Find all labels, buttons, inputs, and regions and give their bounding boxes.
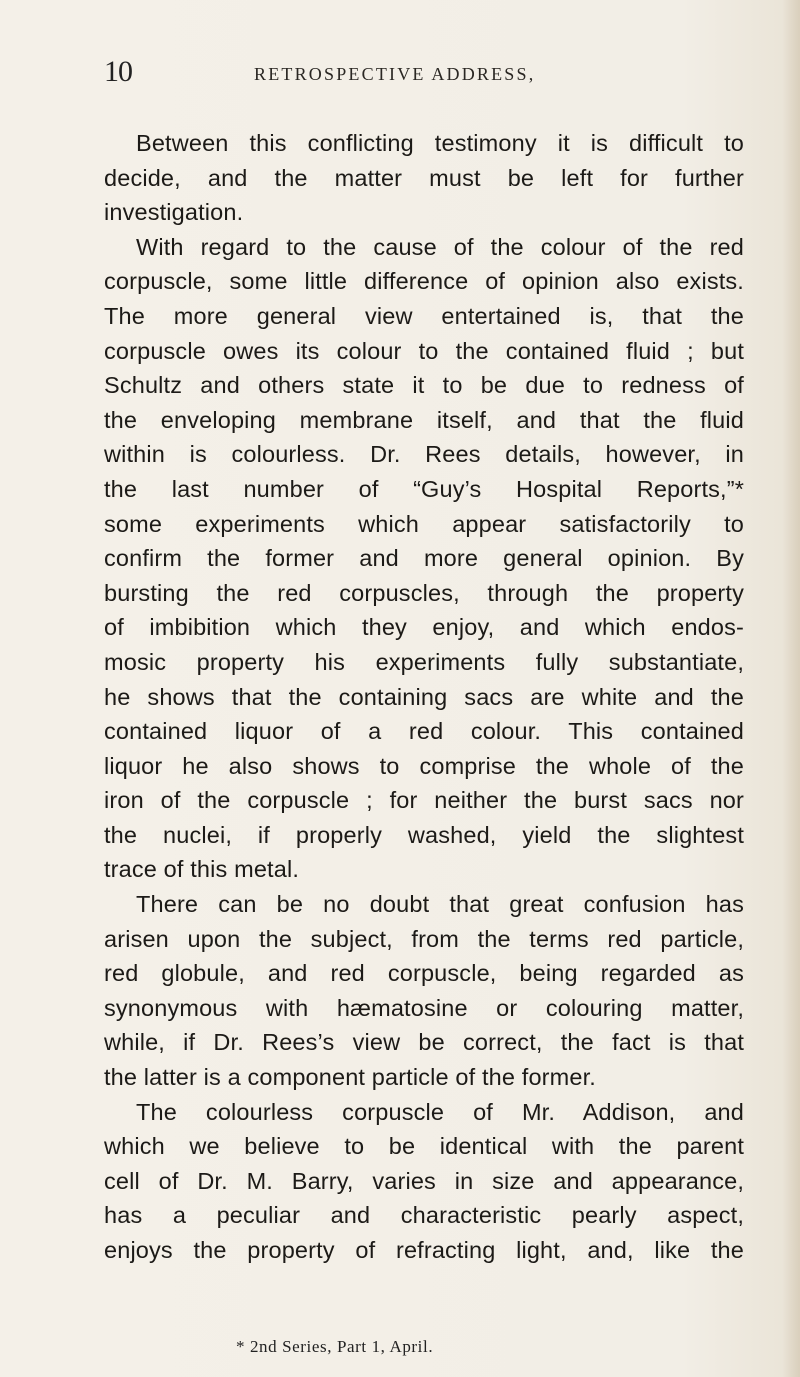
text-line: iron of the corpuscle ; for neither the burst sacs nor <box>104 787 744 814</box>
text-line: some experiments which appear satisfactorily to <box>104 510 744 537</box>
text-line: liquor he also shows to comprise the whole of the <box>104 752 744 779</box>
text-line: Between this conflicting testimony it is difficult to <box>136 130 744 156</box>
text-line: There can be no doubt that great confusion has <box>136 891 744 918</box>
text-line: he shows that the containing sacs are white and the <box>104 683 744 710</box>
page-header <box>104 55 744 95</box>
running-head: RETROSPECTIVE ADDRESS, <box>254 64 536 84</box>
text-line: has a peculiar and characteristic pearly aspect, <box>104 1202 744 1229</box>
text-line: while, if Dr. Rees’s view be correct, the fact is that <box>104 1029 744 1056</box>
page-number: 10 <box>104 55 132 88</box>
text-line: the enveloping membrane itself, and that the fluid <box>104 406 744 433</box>
body-text <box>104 126 744 1268</box>
text-line: which we believe to be identical with the parent <box>104 1133 744 1160</box>
text-line: corpuscle owes its colour to the contained fluid ; but <box>104 337 744 364</box>
text-line: synonymous with hæmatosine or colouring matter, <box>104 994 744 1021</box>
text-line: investigation. <box>104 199 244 226</box>
text-line: Schultz and others state it to be due to redness of <box>104 372 744 399</box>
text-line: mosic property his experiments fully substantiate, <box>104 648 744 675</box>
text-line: corpuscle, some little difference of opinion also exists. <box>104 268 744 295</box>
text-line: of imbibition which they enjoy, and which endos- <box>104 614 744 641</box>
text-line: the last number of “Guy’s Hospital Reports,”* <box>104 475 744 502</box>
text-line: arisen upon the subject, from the terms red particle, <box>104 925 744 952</box>
text-line: bursting the red corpuscles, through the property <box>104 579 744 606</box>
page-edge-shadow <box>782 0 800 1377</box>
text-line: cell of Dr. M. Barry, varies in size and appearance, <box>104 1167 744 1194</box>
text-line: within is colourless. Dr. Rees details, however, in <box>104 441 744 468</box>
text-line: the nuclei, if properly washed, yield the slightest <box>104 821 744 848</box>
text-line: red globule, and red corpuscle, being regarded as <box>104 960 744 987</box>
text-line: With regard to the cause of the colour of the red <box>136 233 744 260</box>
text-line: decide, and the matter must be left for further <box>104 164 744 191</box>
text-line: contained liquor of a red colour. This contained <box>104 718 744 745</box>
text-line: The more general view entertained is, that the <box>104 302 744 329</box>
text-line: The colourless corpuscle of Mr. Addison, and <box>136 1098 744 1125</box>
text-line: enjoys the property of refracting light, and, like the <box>104 1237 744 1263</box>
text-line: the latter is a component particle of the former. <box>104 1064 596 1091</box>
text-line: confirm the former and more general opinion. By <box>104 545 744 572</box>
footnote: * 2nd Series, Part 1, April. <box>236 1337 434 1356</box>
text-line: trace of this metal. <box>104 856 299 883</box>
